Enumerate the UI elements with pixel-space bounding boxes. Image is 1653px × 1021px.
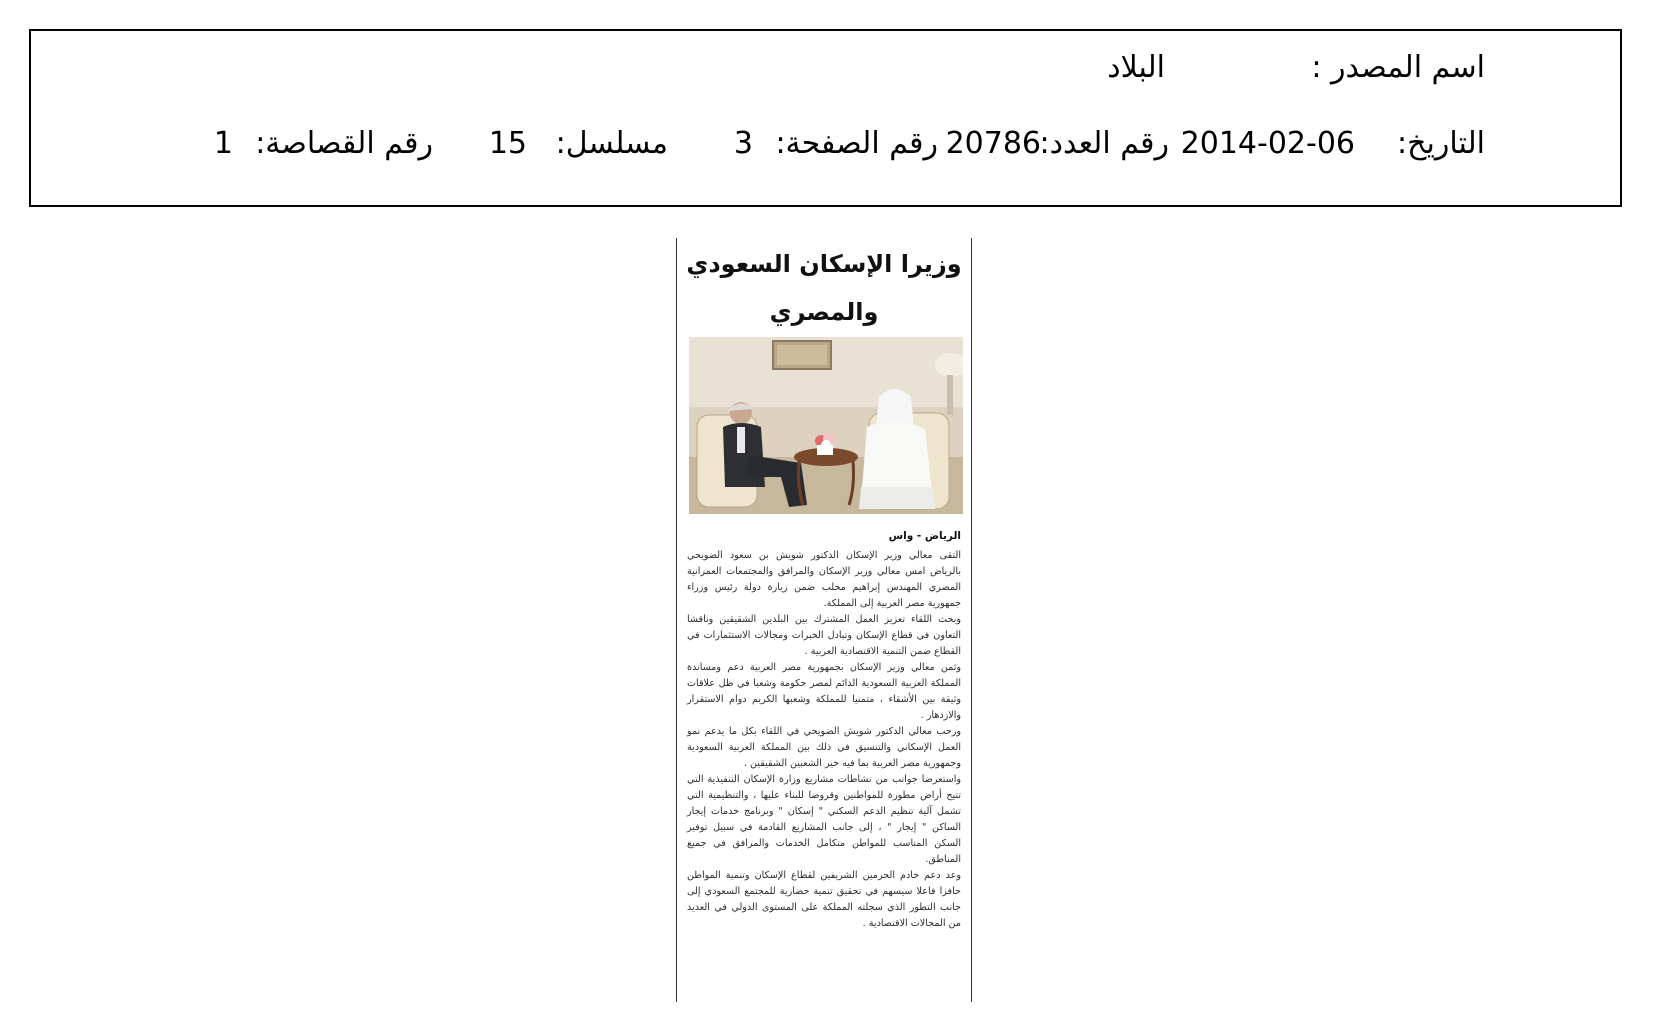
page-value: 3 <box>733 126 753 161</box>
article-clipping <box>676 238 972 1002</box>
article-paragraph: التقى معالي وزير الإسكان الدكتور شويش بن سعود الضويحي بالرياض امس معالي وزير الإسكان والمرافق والمجتمعات العمرانية المصري المهندس إبراهيم محلب ضمن زيارة دولة رئيس وزراء جمهورية مصر العربية إلى المملكة. <box>687 550 961 609</box>
date-label: التاريخ: <box>1397 126 1485 161</box>
date-value: 2014-02-06 <box>1180 126 1355 161</box>
article-paragraph: وبحث اللقاء تعزيز العمل المشترك بين البلدين الشقيقين وناقشا التعاون في قطاع الإسكان وتبادل الخبرات ومجالات الاستثمارات في القطاع ضمن التنمية الاقتصادية العربية . <box>687 614 961 657</box>
source-value: البلاد <box>1107 50 1165 85</box>
issue-label: رقم العدد: <box>1039 126 1169 161</box>
serial-label: مسلسل: <box>555 126 668 161</box>
page-label: رقم الصفحة: <box>775 126 938 161</box>
clip-label: رقم القصاصة: <box>255 126 433 161</box>
article-paragraph: واستعرضا جوانب من نشاطات مشاريع وزارة الإسكان التنفيذية التي تتيح أراض مطورة للمواطنين وقروضا للبناء عليها ، والتنظيمية التي تشمل آلية تنظيم الدعم السكني " إسكان " وبرنامج خدمات إيجار الساكن " إيجار " ، إلى جانب المشاريع القادمة في سبيل توفير السكن المناسب للمواطن متكامل الخدمات والمرافق في جميع المناطق. <box>687 774 961 865</box>
article-paragraph: وثمن معالي وزير الإسكان بجمهورية مصر العربية دعم ومساندة المملكة العربية السعودية الدائم لمصر حكومة وشعبا في ظل علاقات وثيقة بين الأشقاء ، متمنيا للمملكة وشعبها الكريم دوام الاستقرار والازدهار . <box>687 662 961 721</box>
article-dateline: الرياض - واس <box>888 530 961 542</box>
serial-value: 15 <box>488 126 527 161</box>
headline-line-1: وزيرا الإسكان السعودي والمصري <box>686 250 962 326</box>
meeting-photo-illustration <box>689 337 963 514</box>
article-photo <box>689 337 963 514</box>
source-label: اسم المصدر : <box>1311 50 1485 85</box>
article-body <box>687 548 961 932</box>
clip-value: 1 <box>213 126 233 161</box>
article-paragraph: وعد دعم خادم الحرمين الشريفين لقطاع الإسكان وتنمية المواطن حافزا فاعلا سيسهم في تحقيق تنمية حضارية للمجتمع السعودي إلى جانب التطور الذي سجلته المملكة على المستوى الدولي في العديد من المجالات الاقتصادية . <box>687 870 961 929</box>
article-paragraph: ورحب معالي الدكتور شويش الضويحي في اللقاء بكل ما يدعم نمو العمل الإسكاني والتنسيق في ذلك بين المملكة العربية السعودية وجمهورية مصر العربية بما فيه خير الشعبين الشقيقين . <box>687 726 961 769</box>
issue-value: 20786 <box>945 126 1041 161</box>
